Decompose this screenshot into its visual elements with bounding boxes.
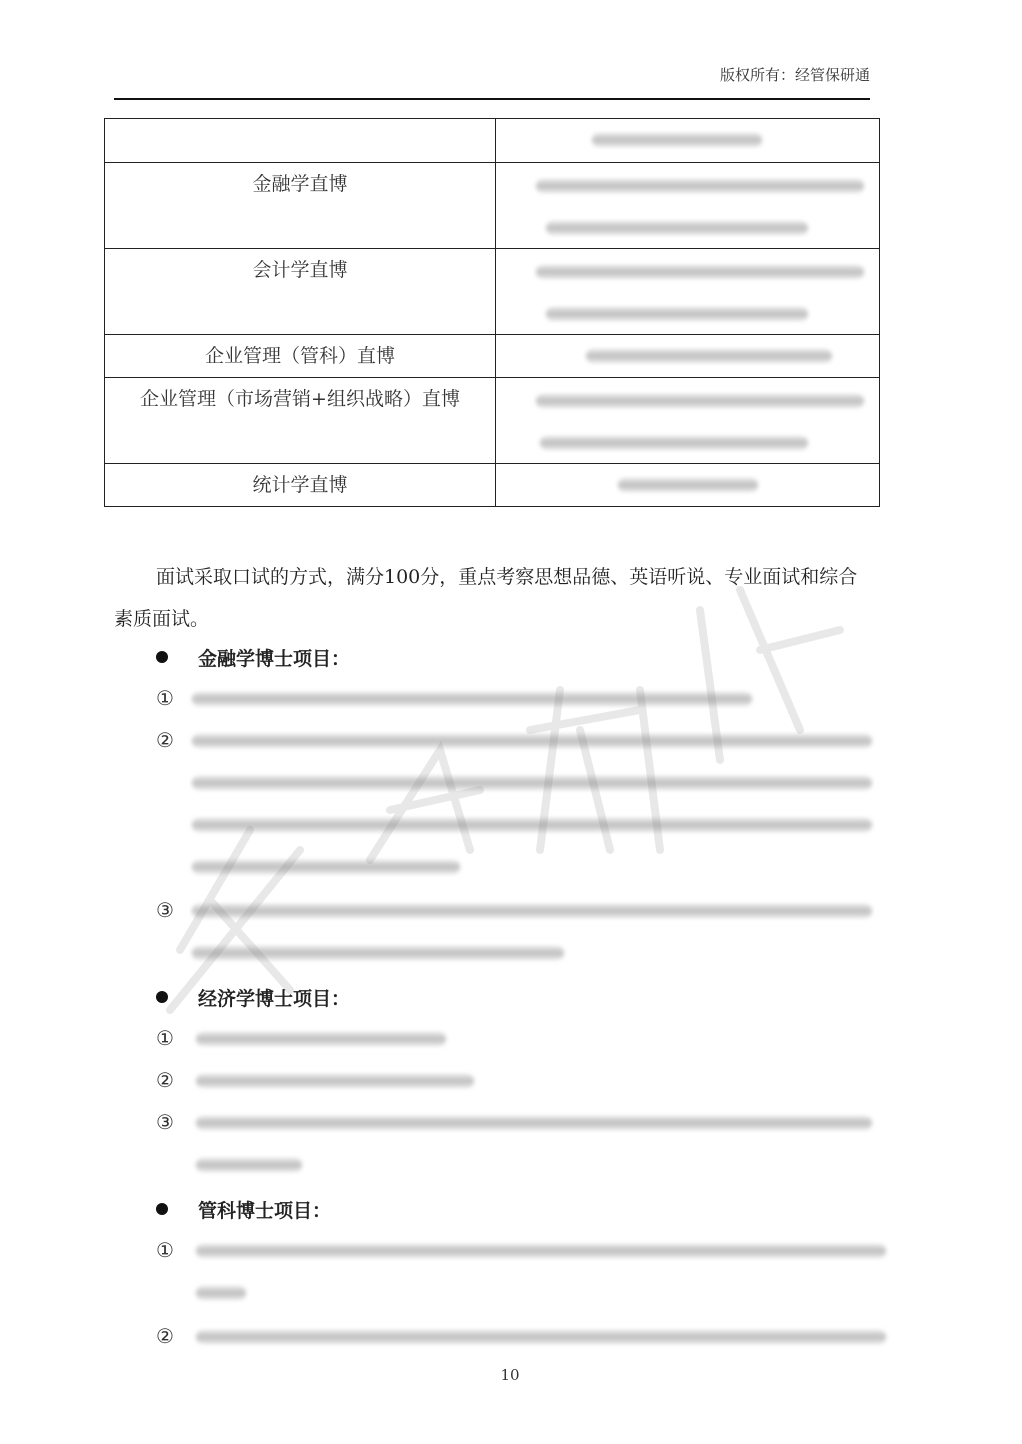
- redacted-line: [192, 860, 460, 874]
- redacted-cell: [496, 335, 880, 378]
- program-name: 企业管理（管科）直博: [105, 335, 496, 378]
- redacted-line: [196, 1158, 302, 1172]
- item-number: ②: [156, 1324, 174, 1348]
- redacted-line: [196, 1032, 446, 1046]
- bullet-icon: [156, 1203, 168, 1215]
- program-name: 会计学直博: [105, 249, 496, 335]
- redacted-line: [192, 946, 564, 960]
- redacted-cell: [496, 378, 880, 464]
- item-number: ①: [156, 1238, 174, 1262]
- redacted-line: [196, 1244, 886, 1258]
- table-row: [105, 249, 880, 335]
- redacted-cell: [496, 119, 880, 163]
- redacted-line: [192, 734, 872, 748]
- program-name: 企业管理（市场营销+组织战略）直博: [105, 378, 496, 464]
- redacted-line: [196, 1116, 872, 1130]
- item-number: ②: [156, 728, 174, 752]
- program-name: 统计学直博: [105, 464, 496, 507]
- table-row: [105, 378, 880, 464]
- redacted-line: [196, 1330, 886, 1344]
- program-name: [105, 119, 496, 163]
- redacted-line: [192, 818, 872, 832]
- section-title: 经济学博士项目：: [198, 988, 351, 1010]
- item-number: ②: [156, 1068, 174, 1092]
- redacted-line: [196, 1286, 246, 1300]
- redacted-line: [196, 1074, 474, 1088]
- table-row: [105, 163, 880, 249]
- redacted-line: [192, 904, 872, 918]
- item-number: ③: [156, 1110, 174, 1134]
- header-rule: [114, 98, 870, 100]
- section-title: 管科博士项目：: [198, 1200, 332, 1222]
- page-number: 10: [500, 1366, 520, 1384]
- redacted-cell: [496, 464, 880, 507]
- table-row: [105, 119, 880, 163]
- bullet-icon: [156, 651, 168, 663]
- program-table: [104, 118, 880, 507]
- item-number: ③: [156, 898, 174, 922]
- intro-paragraph: [114, 556, 874, 640]
- redacted-line: [192, 776, 872, 790]
- redacted-cell: [496, 163, 880, 249]
- redacted-cell: [496, 249, 880, 335]
- bullet-icon: [156, 991, 168, 1003]
- section-heading: [156, 984, 456, 1010]
- redacted-line: [192, 692, 752, 706]
- section-title: 金融学博士项目：: [198, 648, 351, 670]
- table-row: [105, 335, 880, 378]
- item-number: ①: [156, 1026, 174, 1050]
- item-number: ①: [156, 686, 174, 710]
- watermark-graphic: [140, 430, 1022, 1030]
- section-heading: [156, 644, 456, 670]
- intro-text: 面试采取口试的方式，满分100分，重点考察思想品德、英语听说、专业面试和综合素质面试。: [114, 566, 858, 630]
- table-row: [105, 464, 880, 507]
- program-name: 金融学直博: [105, 163, 496, 249]
- section-heading: [156, 1196, 456, 1222]
- header-copyright: 版权所有：经管保研通: [719, 66, 870, 84]
